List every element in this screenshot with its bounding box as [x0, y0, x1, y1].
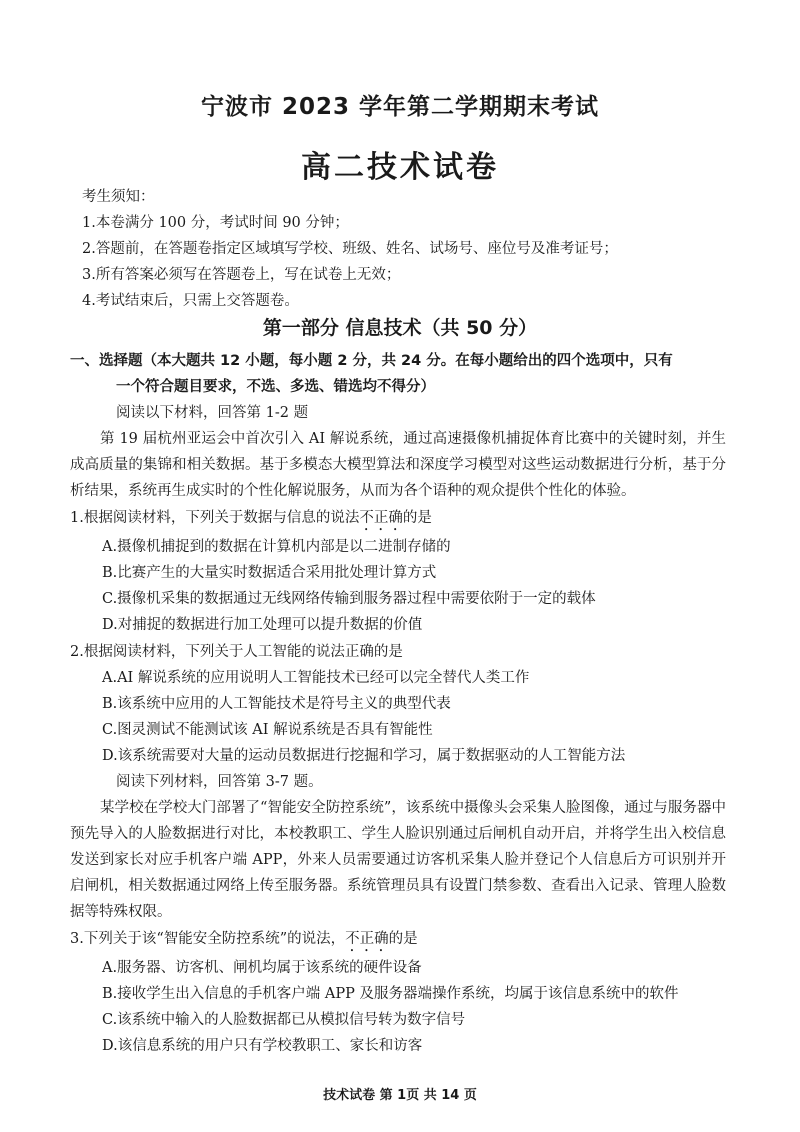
option: A.摄像机捕捉到的数据在计算机内部是以二进制存储的	[102, 539, 451, 555]
option: D.对捕捉的数据进行加工处理可以提升数据的价值	[102, 617, 423, 633]
reading-passage: 第 19 届杭州亚运会中首次引入 AI 解说系统，通过高速摄像机捕捉体育比赛中的关键时刻，并生成高质量的集锦和相关数据。基于多模态大模型算法和深度学习模型对这些运动数据进行分析，基于分析结果，系统再生成实时的个性化解说服务，从而为各个语种的观众提供个性化的体验。	[70, 431, 726, 499]
option: C.该系统中输入的人脸数据都已从模拟信号转为数字信号	[102, 1012, 466, 1028]
option: C.摄像机采集的数据通过无线网络传输到服务器过程中需要依附于一定的载体	[102, 591, 596, 607]
notice-item: 3.所有答案必须写在答题卷上，写在试卷上无效；	[82, 267, 401, 283]
option: B.接收学生出入信息的手机客户端 APP 及服务器端操作系统，均属于该信息系统中的软件	[102, 986, 679, 1002]
page-footer: 技术试卷 第 1页 共 14 页	[323, 1088, 477, 1103]
question-stem-end: 的是	[388, 931, 418, 947]
reading-intro: 阅读下列材料，回答第 3-7 题。	[116, 774, 323, 790]
question-stem: 1.根据阅读材料，下列关于数据与信息的说法	[70, 510, 360, 526]
option: C.图灵测试不能测试该 AI 解说系统是否具有智能性	[102, 722, 433, 738]
part-title: 第一部分 信息技术（共 50 分）	[262, 317, 538, 339]
option: A.AI 解说系统的应用说明人工智能技术已经可以完全替代人类工作	[102, 670, 530, 686]
reading-passage: 某学校在学校大门部署了“智能安全防控系统”，该系统中摄像头会采集人脸图像，通过与服务器中预先导入的人脸数据进行对比，本校教职工、学生人脸识别通过后闸机自动开启，并将学生出入校信息发送到家长对应手机客户端 APP，外来人员需要通过访客机采集人脸并登记个人信息后方可识别并开启闸机，相关数据通过网络上传至服务器。系统管理员具有设置门禁参数、查看出入记录、管理人脸数据等特殊权限。	[70, 800, 726, 920]
reading-intro: 阅读以下材料，回答第 1-2 题	[116, 405, 309, 421]
exam-subtitle: 高二技术试卷	[301, 150, 499, 185]
question-section	[70, 348, 726, 1059]
exam-title: 宁波市 2023 学年第二学期期末考试	[200, 94, 600, 120]
section-heading-cont: 一个符合题目要求，不选、多选、错选均不得分）	[116, 379, 435, 395]
option: B.比赛产生的大量实时数据适合采用批处理计算方式	[102, 565, 437, 581]
question-2: 2.根据阅读材料，下列关于人工智能的说法正确的是	[70, 644, 403, 660]
option: B.该系统中应用的人工智能技术是符号主义的典型代表	[102, 696, 451, 712]
emphasis-text: 不正确	[345, 931, 389, 947]
notice-heading: 考生须知：	[82, 189, 155, 205]
section-heading: 一、选择题（本大题共 12 小题，每小题 2 分，共 24 分。在每小题给出的四个选项中，只有	[70, 353, 673, 369]
question-3	[70, 926, 726, 955]
emphasis-text: 不正确	[359, 510, 403, 526]
option: D.该系统需要对大量的运动员数据进行挖掘和学习，属于数据驱动的人工智能方法	[102, 748, 626, 764]
notice-item: 4.考试结束后，只需上交答题卷。	[82, 293, 299, 309]
question-1	[70, 505, 726, 534]
notice-item: 2.答题前，在答题卷指定区域填写学校、班级、姓名、试场号、座位号及准考证号；	[82, 241, 618, 257]
question-stem: 3.下列关于该“智能安全防控系统”的说法，	[70, 931, 346, 947]
option: D.该信息系统的用户只有学校教职工、家长和访客	[102, 1038, 423, 1054]
notice-item: 1.本卷满分 100 分，考试时间 90 分钟；	[82, 215, 349, 231]
question-stem-end: 的是	[402, 510, 432, 526]
option: A.服务器、访客机、闸机均属于该系统的硬件设备	[102, 960, 422, 976]
candidate-notice	[82, 184, 618, 314]
